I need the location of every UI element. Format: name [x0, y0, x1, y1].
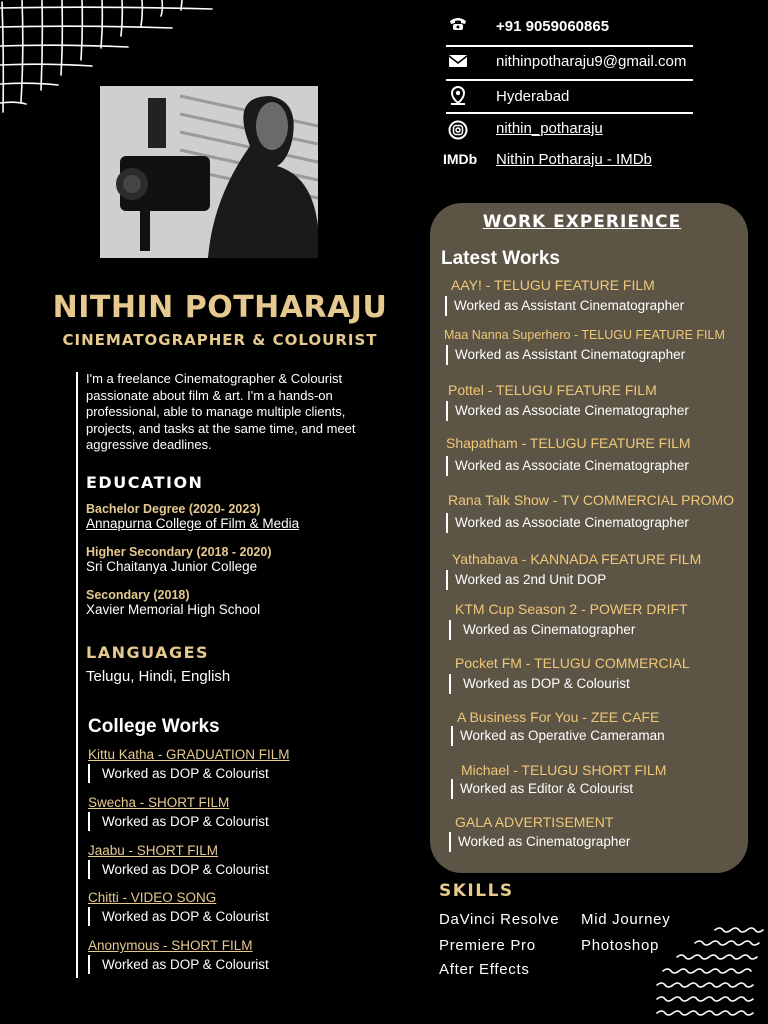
contact-divider: [446, 45, 693, 47]
education-degree: Higher Secondary (2018 - 2020): [86, 545, 272, 559]
education-item: [86, 588, 260, 617]
contact-divider: [446, 112, 693, 114]
work-title: Rana Talk Show - TV COMMERCIAL PROMO: [448, 492, 735, 508]
work-title: A Business For You - ZEE CAFE: [457, 709, 660, 725]
skill-item: After Effects: [439, 961, 530, 978]
education-heading: EDUCATION: [86, 473, 204, 492]
about-text: I'm a freelance Cinematographer & Colourist passionate about film & art. I'm a hands-on professional, able to manage multiple clients, projects, and tasks at the same time, and meet aggressive deadlines.: [86, 371, 356, 452]
location: Hyderabad: [496, 88, 570, 105]
phone-icon: [443, 16, 473, 36]
work-experience-heading: WORK EXPERIENCE: [482, 212, 682, 232]
languages-value: Telugu, Hindi, English: [86, 668, 231, 685]
work-role: Worked as DOP & Colourist: [449, 674, 690, 694]
contact-divider: [446, 79, 693, 81]
work-title: Michael - TELUGU SHORT FILM: [461, 762, 667, 778]
profile-photo: [100, 86, 318, 258]
college-work-title-link[interactable]: Anonymous - SHORT FILM: [88, 938, 253, 953]
work-title: Shapatham - TELUGU FEATURE FILM: [446, 435, 691, 451]
college-work-role: Worked as DOP & Colourist: [88, 907, 269, 926]
work-title: AAY! - TELUGU FEATURE FILM: [451, 277, 655, 293]
work-role: Worked as Operative Cameraman: [451, 726, 665, 746]
skill-item: Photoshop: [581, 937, 660, 954]
education-item: [86, 502, 299, 531]
college-work-title-link[interactable]: Swecha - SHORT FILM: [88, 795, 230, 810]
work-item: [446, 492, 734, 533]
college-work-item: [88, 890, 269, 926]
work-item: [449, 814, 630, 852]
location-pin-icon: [443, 86, 473, 110]
education-school: Xavier Memorial High School: [86, 602, 261, 617]
imdb-icon: IMDb: [443, 151, 478, 167]
work-title: Yathabava - KANNADA FEATURE FILM: [452, 551, 702, 567]
work-item: [449, 601, 688, 640]
college-work-item: [88, 747, 290, 783]
education-degree: Secondary (2018): [86, 588, 190, 602]
imdb-link[interactable]: Nithin Potharaju - IMDb: [496, 151, 652, 168]
latest-works-heading: Latest Works: [441, 248, 560, 269]
work-item: [444, 328, 725, 365]
work-role: Worked as Associate Cinematographer: [446, 401, 689, 421]
college-work-title-link[interactable]: Chitti - VIDEO SONG: [88, 890, 217, 905]
skills-heading: SKILLS: [439, 881, 514, 901]
mail-icon: [443, 53, 473, 73]
college-work-item: [88, 795, 269, 831]
wave-decoration: [655, 925, 768, 1024]
education-school: Sri Chaitanya Junior College: [86, 559, 258, 574]
work-item: [449, 655, 690, 694]
work-title: KTM Cup Season 2 - POWER DRIFT: [455, 601, 688, 617]
college-works-heading: College Works: [88, 716, 220, 737]
person-role: CINEMATOGRAPHER & COLOURIST: [62, 331, 378, 349]
work-item: [446, 435, 691, 476]
college-work-role: Worked as DOP & Colourist: [88, 812, 269, 831]
skill-item: DaVinci Resolve: [439, 911, 560, 928]
college-work-item: [88, 843, 269, 879]
work-role: Worked as 2nd Unit DOP: [446, 570, 701, 590]
instagram-icon: [443, 120, 473, 144]
work-title: GALA ADVERTISEMENT: [455, 814, 614, 830]
instagram-link[interactable]: nithin_potharaju: [496, 120, 603, 137]
work-item: [445, 277, 684, 316]
skill-item: Premiere Pro: [439, 937, 536, 954]
work-item: [451, 709, 665, 746]
education-item: [86, 545, 272, 574]
work-item: [446, 551, 701, 590]
work-role: Worked as Associate Cinematographer: [446, 513, 734, 533]
email-address[interactable]: nithinpotharaju9@gmail.com: [496, 53, 687, 70]
college-work-role: Worked as DOP & Colourist: [88, 955, 269, 974]
work-item: [451, 762, 666, 799]
work-title: Pottel - TELUGU FEATURE FILM: [448, 382, 657, 398]
education-degree: Bachelor Degree (2020- 2023): [86, 502, 261, 516]
college-work-title-link[interactable]: Kittu Katha - GRADUATION FILM: [88, 747, 290, 762]
work-title: Pocket FM - TELUGU COMMERCIAL: [455, 655, 690, 671]
work-role: Worked as Associate Cinematographer: [446, 456, 691, 476]
work-item: [446, 382, 689, 421]
work-role: Worked as Cinematographer: [449, 832, 630, 852]
work-role: Worked as Cinematographer: [449, 620, 688, 640]
skill-item: Mid Journey: [581, 911, 671, 928]
languages-heading: LANGUAGES: [86, 643, 210, 662]
work-role: Worked as Editor & Colourist: [451, 779, 666, 799]
college-work-item: [88, 938, 269, 974]
left-divider: [76, 372, 78, 978]
college-work-title-link[interactable]: Jaabu - SHORT FILM: [88, 843, 219, 858]
education-school-link[interactable]: Annapurna College of Film & Media: [86, 516, 300, 531]
college-work-role: Worked as DOP & Colourist: [88, 860, 269, 879]
person-name: NITHIN POTHARAJU: [52, 290, 388, 325]
work-role: Worked as Assistant Cinematographer: [446, 345, 725, 365]
work-title: Maa Nanna Superhero - TELUGU FEATURE FILM: [444, 328, 725, 342]
college-work-role: Worked as DOP & Colourist: [88, 764, 290, 783]
phone-number[interactable]: +91 9059060865: [496, 18, 610, 35]
work-role: Worked as Assistant Cinematographer: [445, 296, 684, 316]
